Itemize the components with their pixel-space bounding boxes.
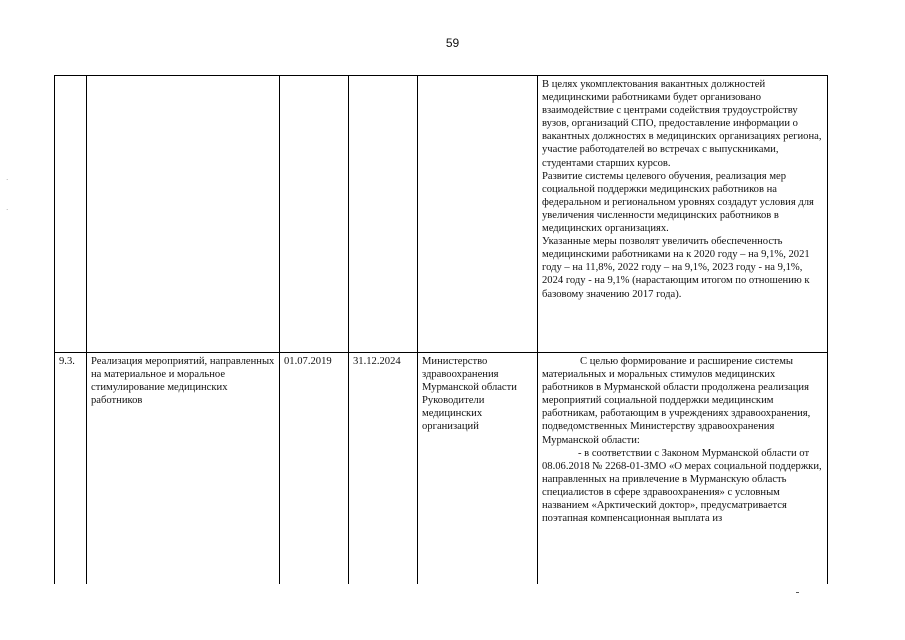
cell-number-empty — [55, 76, 87, 353]
cell-end-date: 31.12.2024 — [349, 353, 418, 585]
cell-description — [538, 353, 828, 585]
paragraph-indicators: Указанные меры позволят увеличить обеспеченность медицинскими работниками на к 2020 году – на 9,1%, 2021 году – на 11,8%, 2022 году – на 9,1%, 2023 году - на 9,1%, 2024 году - на 9,1% (нарастающим итогом по отношению к базовому значению 2017 года). — [542, 236, 810, 300]
paragraph-target-training: Развитие системы целевого обучения, реализация мер социальной поддержки медицинских работников на федеральном и региональном уровнях создадут условия для увеличения численности медицинских работников в медицинских организациях. — [542, 170, 814, 235]
page-number: 59 — [445, 36, 460, 50]
cell-start-date: 01.07.2019 — [280, 353, 349, 585]
cell-start-empty — [280, 76, 349, 353]
paragraph-vacancies: В целях укомплектования вакантных должностей медицинскими работниками будет организовано взаимодействие с центрами содействия трудоустройству вузов, организаций СПО, предоставление информации о вакантных должностях в медицинских организациях региона, участие работодателей во встречах с выпускниками, студентами старших курсов. — [542, 79, 822, 169]
cell-end-empty — [349, 76, 418, 353]
paragraph-arctic-doctor: - в соответствии с Законом Мурманской области от 08.06.2018 № 2268-01-ЗМО «О мерах социальной поддержки, направленных на привлечение в Мурманскую область специалистов в сфере здравоохранения» с условным названием «Арктический доктор», предусматривается поэтапная компенсационная выплата из — [542, 447, 822, 525]
cell-title: Реализация мероприятий, направленных на материальное и моральное стимулирование медицинских работников — [87, 353, 280, 585]
cell-number: 9.3. — [55, 353, 87, 585]
scan-mark — [796, 592, 799, 593]
cell-title-empty — [87, 76, 280, 353]
cell-responsible: Министерство здравоохранения Мурманской области Руководители медицинских организаций — [418, 353, 538, 585]
cell-responsible-empty — [418, 76, 538, 353]
measures-table — [54, 75, 828, 584]
paragraph-intro: С целью формирование и расширение системы материальных и моральных стимулов медицинских работников в Мурманской области продолжена реализация мероприятий социальной поддержки медицинским работникам, работающим в учреждениях здравоохранения, подведомственных Министерству здравоохранения Мурманской области: — [542, 356, 811, 446]
table-row-continued — [55, 76, 828, 353]
table-row-9-3 — [55, 353, 828, 585]
cell-description-continued — [538, 76, 828, 353]
margin-specks: · · — [6, 176, 9, 214]
